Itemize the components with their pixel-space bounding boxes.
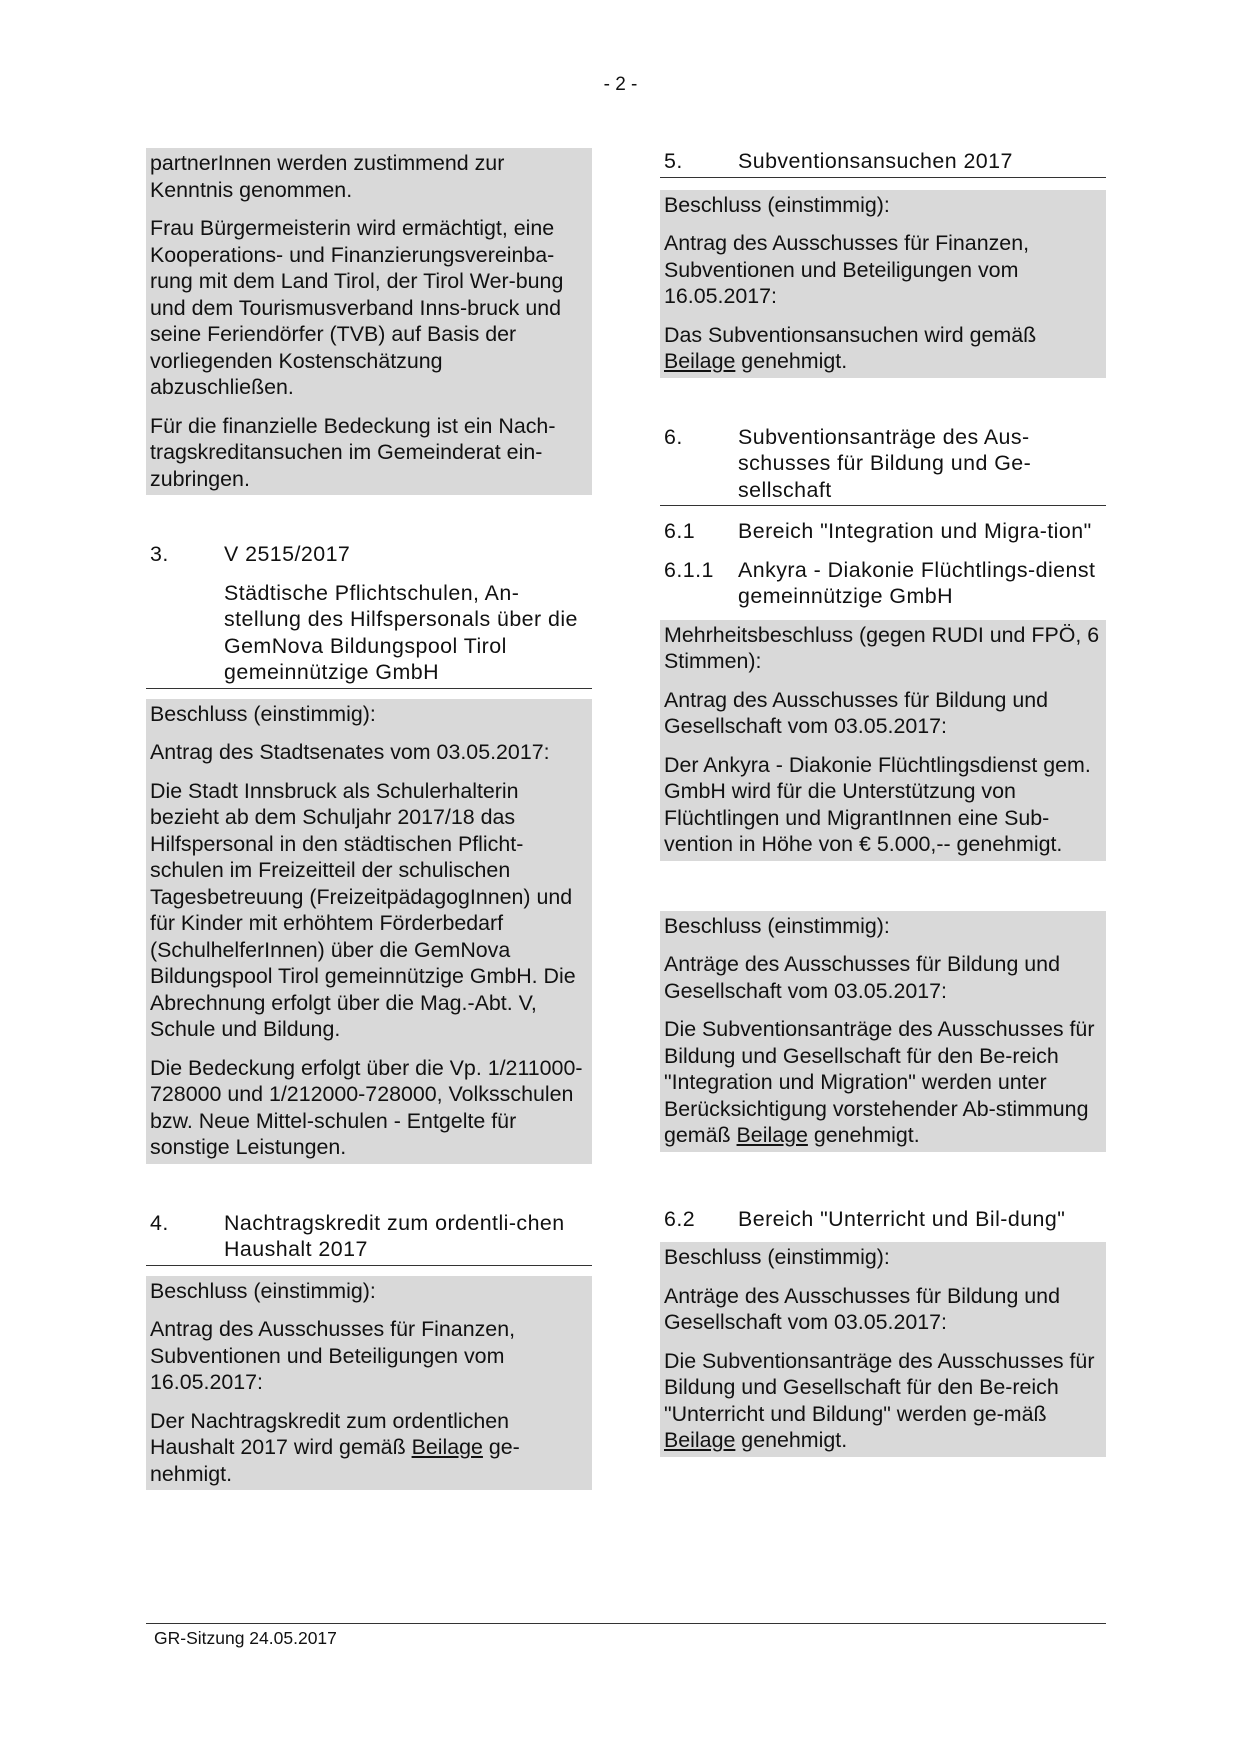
footer-divider (146, 1623, 1106, 1624)
section-6-2-heading (660, 1206, 1106, 1235)
beilage-link: Beilage (411, 1435, 483, 1459)
paragraph: Frau Bürgermeisterin wird ermächtigt, eine Kooperations- und Finanzierungsvereinba-rung mit dem Land Tirol, der Tirol Wer-bung und dem Tourismusverband Inns-bruck und seine Feriendörfer (TVB) auf Basis der vorliegenden Kostenschätzung abzuschließen. (150, 216, 564, 399)
section-4-resolution-box (146, 1276, 592, 1491)
motion-line: Antrag des Stadtsenates vom 03.05.2017: (150, 740, 550, 764)
paragraph: partnerInnen werden zustimmend zur Kenntnis genommen. (150, 151, 505, 202)
section-title: Ankyra - Diakonie Flüchtlings-dienst gemeinnützige GmbH (738, 557, 1096, 608)
section-6-1-1-resolution-box (660, 620, 1106, 861)
section-5-heading (660, 148, 1106, 178)
paragraph: Die Subventionsanträge des Ausschusses für Bildung und Gesellschaft für den Be-reich "Unterricht und Bildung" werden ge-mäß Beilage genehmigt. (664, 1348, 1095, 1452)
section-reference: V 2515/2017 (224, 542, 351, 566)
section-4-heading (146, 1210, 592, 1266)
left-column (146, 148, 592, 1490)
motion-line: Anträge des Ausschusses für Bildung und Gesellschaft vom 03.05.2017: (664, 952, 1060, 1003)
motion-line: Antrag des Ausschusses für Finanzen, Subventionen und Beteiligungen vom 16.05.2017: (664, 231, 1030, 308)
resolution-type: Beschluss (einstimmig): (150, 701, 376, 726)
section-title: Nachtragskredit zum ordentli-chen Haushalt 2017 (224, 1210, 565, 1261)
section-3-resolution-box (146, 699, 592, 1164)
resolution-type: Beschluss (einstimmig): (664, 1245, 890, 1269)
paragraph: Für die finanzielle Bedeckung ist ein Nach-tragskreditansuchen im Gemeinderat ein-zubringen. (150, 413, 556, 491)
section-title: Bereich "Integration und Migra-tion" (738, 519, 1092, 543)
resolution-type: Mehrheitsbeschluss (gegen RUDI und FPÖ, 6 Stimmen): (664, 622, 1100, 673)
section-6-1-resolution-box (660, 911, 1106, 1152)
motion-line: Antrag des Ausschusses für Finanzen, Subventionen und Beteiligungen vom 16.05.2017: (150, 1317, 516, 1394)
section-6-1-heading (660, 518, 1106, 547)
right-column (660, 148, 1106, 1457)
section-number: 6.2 (664, 1206, 696, 1231)
section-number: 4. (150, 1210, 169, 1235)
section-5-resolution-box (660, 190, 1106, 378)
paragraph: Der Nachtragskredit zum ordentlichen Haushalt 2017 wird gemäß Beilage ge-nehmigt. (150, 1408, 520, 1486)
footer-session-date: GR-Sitzung 24.05.2017 (154, 1628, 337, 1648)
section-number: 6.1.1 (664, 557, 714, 582)
motion-line: Antrag des Ausschusses für Bildung und Gesellschaft vom 03.05.2017: (664, 687, 1049, 738)
beilage-link: Beilage (736, 1123, 808, 1147)
continued-resolution-box (146, 148, 592, 495)
beilage-link: Beilage (664, 1428, 736, 1452)
resolution-type: Beschluss (einstimmig): (664, 192, 890, 217)
section-6-2-resolution-box (660, 1242, 1106, 1457)
paragraph: Der Ankyra - Diakonie Flüchtlingsdienst gem. GmbH wird für die Unterstützung von Flüchtlingen und MigrantInnen eine Sub-vention in Höhe von € 5.000,-- genehmigt. (664, 752, 1091, 856)
section-6-heading (660, 424, 1106, 507)
section-6-1-1-heading (660, 557, 1106, 612)
paragraph: Die Stadt Innsbruck als Schulerhalterin bezieht ab dem Schuljahr 2017/18 das Hilfspersonal in den städtischen Pflicht-schulen im Freizeitteil der schulischen Tagesbetreuung (FreizeitpädagogInnen) und für Kinder mit erhöhtem Förderbedarf (SchulhelferInnen) über die GemNova Bildungspool Tirol gemeinnützige GmbH. Die Abrechnung erfolgt über die Mag.-Abt. V, Schule und Bildung. (150, 778, 576, 1041)
paragraph: Die Bedeckung erfolgt über die Vp. 1/211000-728000 und 1/212000-728000, Volksschulen bzw. Neue Mittel-schulen - Entgelte für sonstige Leistungen. (150, 1055, 583, 1159)
paragraph: Das Subventionsansuchen wird gemäß Beilage genehmigt. (664, 322, 1037, 373)
section-title: Städtische Pflichtschulen, An-stellung des Hilfspersonals über die GemNova Bildungspool Tirol gemeinnützige GmbH (224, 580, 578, 684)
section-number: 3. (150, 542, 169, 566)
beilage-link: Beilage (664, 349, 736, 373)
section-title: Bereich "Unterricht und Bil-dung" (738, 1206, 1066, 1231)
section-3-heading (146, 541, 592, 689)
resolution-type: Beschluss (einstimmig): (150, 1278, 376, 1303)
paragraph: Die Subventionsanträge des Ausschusses für Bildung und Gesellschaft für den Be-reich "Integration und Migration" werden unter Berücksichtigung vorstehender Ab-stimmung gemäß Beilage genehmigt. (664, 1017, 1095, 1147)
page-number: - 2 - (603, 74, 638, 95)
motion-line: Anträge des Ausschusses für Bildung und Gesellschaft vom 03.05.2017: (664, 1283, 1060, 1334)
section-number: 6. (664, 424, 683, 449)
section-title: Subventionsanträge des Aus-schusses für Bildung und Ge-sellschaft (738, 424, 1032, 502)
resolution-type: Beschluss (einstimmig): (664, 913, 890, 938)
section-title: Subventionsansuchen 2017 (738, 149, 1013, 173)
section-number: 5. (664, 149, 683, 173)
section-number: 6.1 (664, 519, 696, 543)
